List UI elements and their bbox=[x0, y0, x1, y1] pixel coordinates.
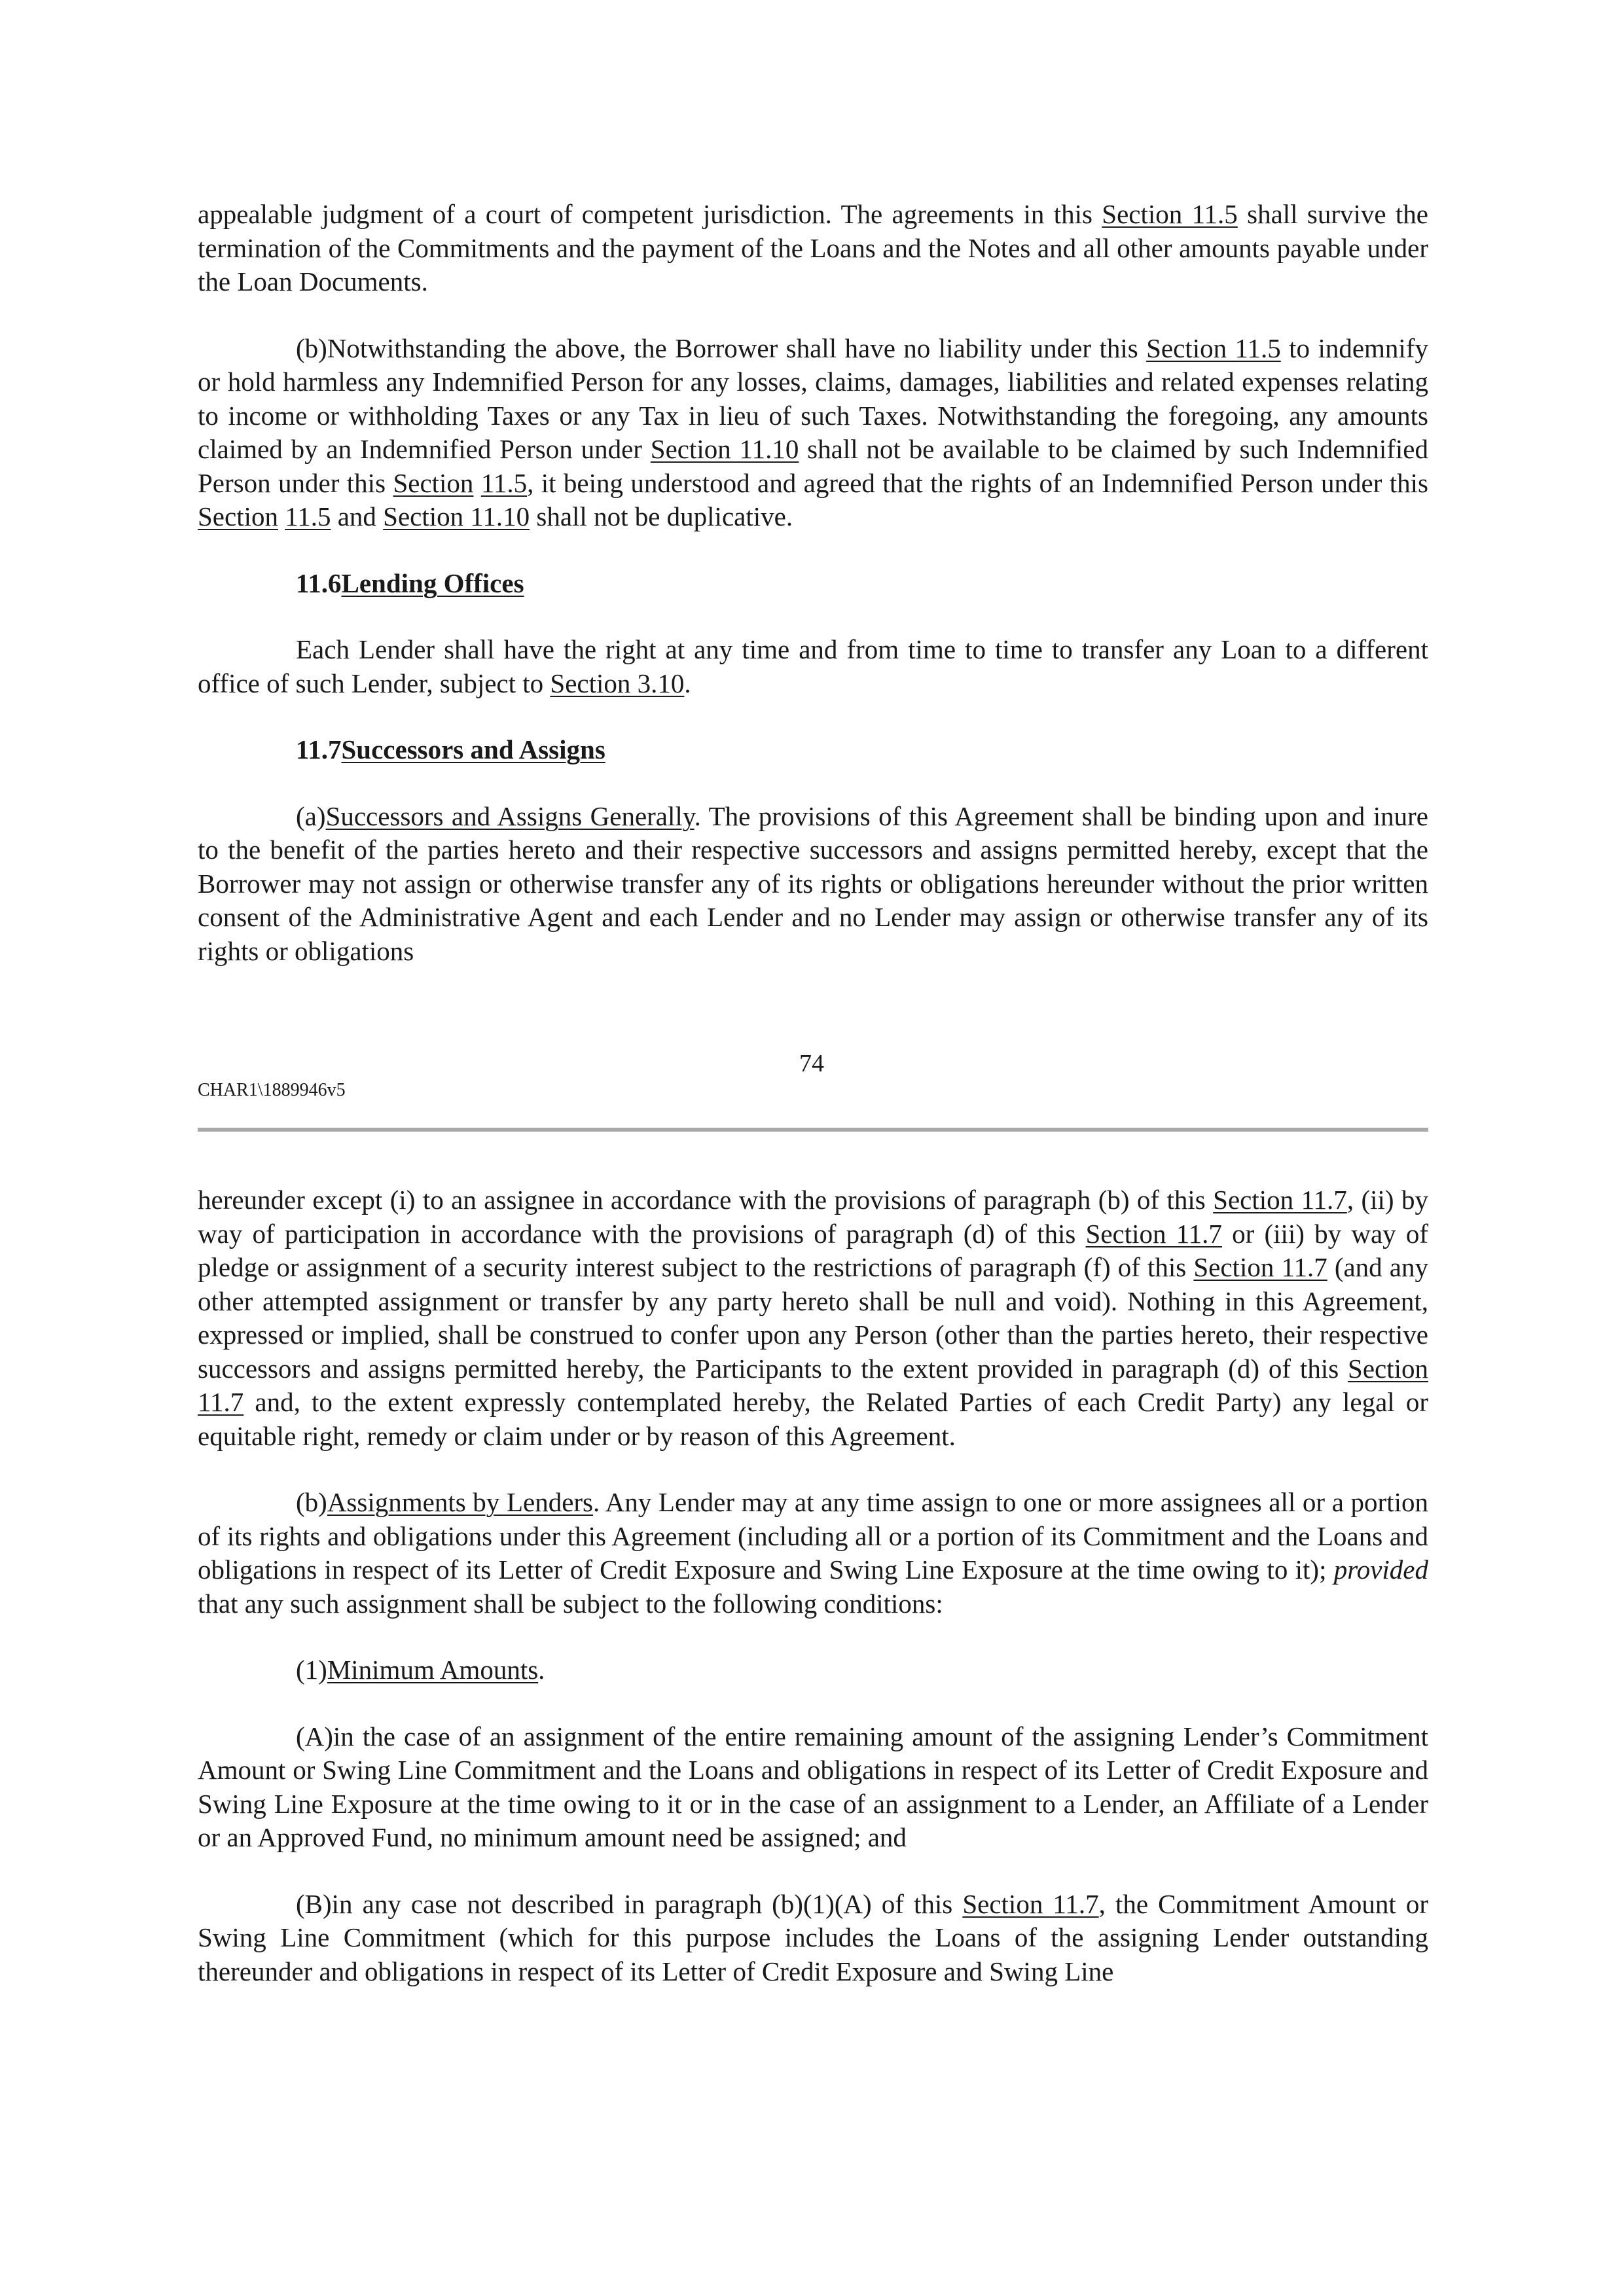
text-run: (B)in any case not described in paragraph (b)(1)(A) of this bbox=[296, 1888, 963, 1919]
text-run: . bbox=[538, 1655, 545, 1685]
section-reference: 11.5 bbox=[285, 501, 331, 531]
text-run: shall not be available to be claimed by such Indemnified Person under this bbox=[198, 434, 1428, 498]
section-reference: Section bbox=[393, 467, 474, 498]
section-reference: Section 11.7 bbox=[1213, 1185, 1347, 1215]
section-reference: Section 11.5 bbox=[1146, 332, 1281, 363]
text-run: that any such assignment shall be subject to the following conditions: bbox=[198, 1588, 943, 1619]
section-reference: Section 11.10 bbox=[650, 434, 799, 464]
page-74-content bbox=[198, 198, 1428, 968]
subsection-title: Assignments by Lenders bbox=[327, 1487, 594, 1517]
text-run: and, to the extent expressly contemplated hereby, the Related Parties of each Credit Party) any legal or equitable right, remedy or claim under or by reason of this Agreement. bbox=[198, 1387, 1428, 1451]
page-75-content bbox=[198, 1183, 1428, 1988]
paragraph-indemnity-survival bbox=[198, 198, 1428, 299]
section-reference: Section 11.7 bbox=[198, 1353, 1428, 1417]
text-run: (b) bbox=[296, 1487, 327, 1517]
text-run: (1) bbox=[296, 1655, 327, 1685]
paragraph-b-tax-exclusion bbox=[198, 332, 1428, 534]
text-run: , the Commitment Amount or Swing Line Commitment (which for this purpose includes the Loans of the assigning Lender outstanding thereunder and obligations in respect of its Letter of Credit Exposure and Swing Line bbox=[198, 1888, 1428, 1986]
text-run: (and any other attempted assignment or transfer by any party hereto shall be null and void). Nothing in this Agreement, expressed or implied, shall be construed to confer upon any Person (other than the parties hereto, their respective successors and assigns permitted hereby, the Participants to the extent provided in paragraph (d) of this bbox=[198, 1252, 1428, 1384]
section-title: Lending Offices bbox=[341, 567, 524, 598]
section-number: 11.6 bbox=[296, 567, 342, 598]
section-reference: Section 3.10 bbox=[550, 668, 685, 698]
text-run: (b)Notwithstanding the above, the Borrower shall have no liability under this bbox=[296, 332, 1147, 363]
text-run: appealable judgment of a court of competent jurisdiction. The agreements in this bbox=[198, 199, 1102, 229]
paragraph-a-successors-assigns bbox=[198, 800, 1428, 969]
text-run: , it being understood and agreed that the rights of an Indemnified Person under this bbox=[527, 467, 1428, 498]
paragraph-1-minimum-amounts bbox=[198, 1653, 1428, 1687]
section-reference: Section 11.7 bbox=[1193, 1252, 1327, 1282]
text-run: shall survive the termination of the Commitments and the payment of the Loans and the Notes and all other amounts payable under the Loan Documents. bbox=[198, 199, 1428, 296]
paragraph-B-other-cases bbox=[198, 1888, 1428, 1989]
text-run: or (iii) by way of pledge or assignment of a security interest subject to the restrictions of paragraph (f) of this bbox=[198, 1218, 1428, 1282]
section-reference: Section 11.10 bbox=[383, 501, 530, 531]
subsection-title: Minimum Amounts bbox=[327, 1655, 539, 1685]
text-run: . bbox=[684, 668, 691, 698]
section-reference: Section 11.7 bbox=[1085, 1218, 1222, 1249]
paragraph-b-assignments-by-lenders bbox=[198, 1486, 1428, 1621]
text-run: shall not be duplicative. bbox=[530, 501, 793, 531]
document-id: CHAR1\1889946v5 bbox=[198, 1080, 346, 1100]
text-run: and bbox=[331, 501, 384, 531]
text-run: to indemnify or hold harmless any Indemnified Person for any losses, claims, damages, liabilities and related expenses relating to income or withholding Taxes or any Tax in lieu of such Taxes. Notwithstanding the foregoing, any amounts claimed by an Indemnified Person under bbox=[198, 332, 1428, 464]
page-number: 74 bbox=[799, 1050, 824, 1077]
text-run: hereunder except (i) to an assignee in accordance with the provisions of paragraph (b) of this bbox=[198, 1185, 1214, 1215]
text-run: , (ii) by way of participation in accordance with the provisions of paragraph (d) of this bbox=[198, 1185, 1429, 1249]
section-heading-11-7 bbox=[198, 733, 1428, 767]
text-run: . The provisions of this Agreement shall be binding upon and inure to the benefit of the parties hereto and their respective successors and assigns permitted hereby, except that the Borrower may not assign or otherwise transfer any of its rights or obligations hereunder without the prior written consent of the Administrative Agent and each Lender and no Lender may assign or otherwise transfer any of its rights or obligations bbox=[198, 800, 1428, 966]
paragraph-A-entire-amount bbox=[198, 1720, 1428, 1855]
text-run: (a) bbox=[296, 800, 326, 831]
paragraph-lending-offices bbox=[198, 633, 1428, 700]
section-heading-11-6 bbox=[198, 567, 1428, 601]
paragraph-continuation-assignment bbox=[198, 1183, 1428, 1453]
section-title: Successors and Assigns bbox=[341, 734, 605, 764]
text-run: Each Lender shall have the right at any time and from time to time to transfer any Loan to a different office of such Lender, subject to bbox=[198, 634, 1428, 698]
section-number: 11.7 bbox=[296, 734, 342, 764]
section-reference: Section bbox=[198, 501, 278, 531]
section-reference: 11.5 bbox=[480, 467, 528, 498]
section-reference: Section 11.5 bbox=[1102, 199, 1238, 229]
text-run: (A)in the case of an assignment of the entire remaining amount of the assigning Lender’s Commitment Amount or Swing Line Commitment and the Loans and obligations in respect of its Letter of Credit Exposure and Swing Line Exposure at the time owing to it or in the case of an assignment to a Lender, an Affiliate of a Lender or an Approved Fund, no minimum amount need be assigned; and bbox=[198, 1721, 1428, 1852]
page-divider bbox=[198, 1128, 1428, 1132]
subsection-title: Successors and Assigns Generally bbox=[325, 800, 695, 831]
text-run: . Any Lender may at any time assign to one or more assignees all or a portion of its rights and obligations under this Agreement (including all or a portion of its Commitment and the Loans and obligations in respect of its Letter of Credit Exposure and Swing Line Exposure at the time owing to it); bbox=[198, 1487, 1428, 1585]
emphasis: provided bbox=[1333, 1554, 1428, 1585]
section-reference: Section 11.7 bbox=[962, 1888, 1099, 1919]
